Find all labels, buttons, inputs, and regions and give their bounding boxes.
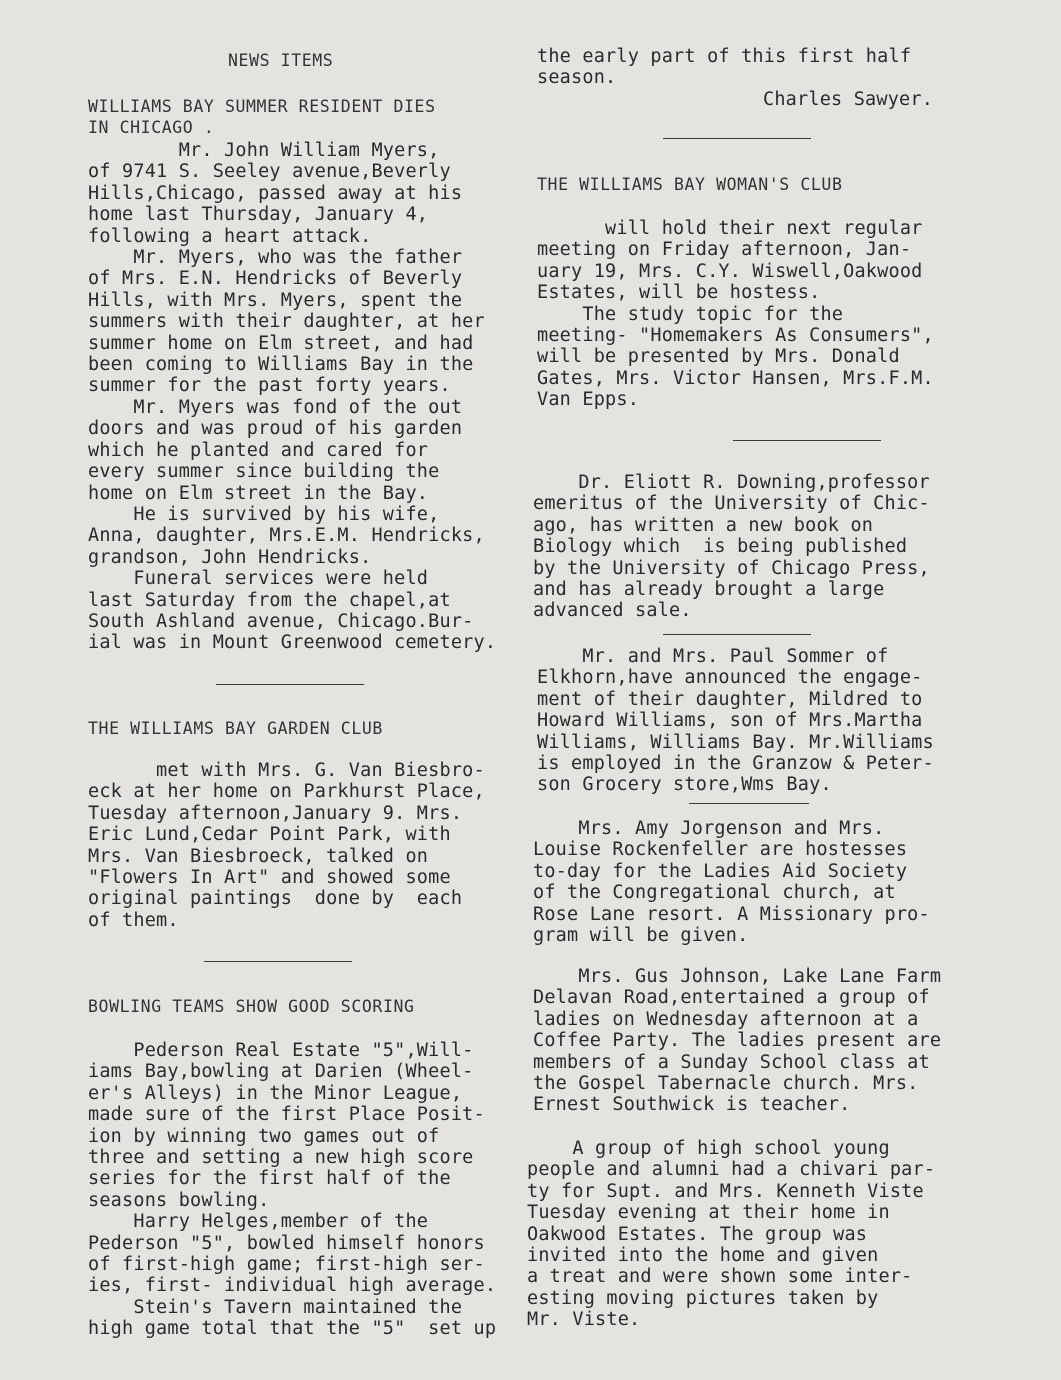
- article-garden-headline: THE WILLIAMS BAY GARDEN CLUB: [88, 719, 383, 738]
- body-line: Mrs. Amy Jorgenson and Mrs.: [533, 818, 885, 839]
- separator-rule: [663, 634, 811, 635]
- body-line: Pederson "5", bowled himself honors: [88, 1232, 485, 1254]
- body-line: Ernest Southwick is teacher.: [533, 1094, 851, 1116]
- body-line: Rose Lane resort. A Missionary pro-: [533, 903, 930, 925]
- body-line: seasons bowling.: [88, 1189, 270, 1211]
- article-johnson-body: [533, 966, 993, 1116]
- body-line: the early part of this first half: [537, 46, 912, 67]
- article-womans-club-body: [537, 218, 997, 411]
- body-line: Van Epps.: [537, 389, 640, 411]
- article-ladies-aid-body: [533, 818, 993, 946]
- article-chivari-body: [527, 1138, 987, 1331]
- body-line: Mrs. Gus Johnson, Lake Lane Farm: [533, 966, 942, 987]
- body-line: to-day for the Ladies Aid Society: [533, 860, 908, 882]
- body-line: A group of high school young: [527, 1138, 890, 1159]
- body-line: original paintings done by each: [88, 888, 463, 910]
- body-line: of first-high game; first-high ser-: [88, 1254, 485, 1276]
- body-line: Biology which is being published: [533, 536, 908, 558]
- body-line: ladies on Wednesday afternoon at a: [533, 1008, 919, 1030]
- body-line: Delavan Road,entertained a group of: [533, 987, 930, 1009]
- body-line: high game total that the "5" set up: [88, 1318, 497, 1340]
- body-line: Howard Williams, son of Mrs.Martha: [537, 710, 923, 732]
- article-downing-body: [533, 472, 993, 622]
- body-line: Hills,Chicago, passed away at his: [88, 182, 463, 204]
- body-line: "Flowers In Art" and showed some: [88, 867, 451, 889]
- article-bowling-headline: BOWLING TEAMS SHOW GOOD SCORING: [88, 997, 415, 1016]
- body-line: Hills, with Mrs. Myers, spent the: [88, 289, 463, 311]
- body-line: uary 19, Mrs. C.Y. Wiswell,Oakwood: [537, 260, 923, 282]
- body-line: Louise Rockenfeller are hostesses: [533, 839, 908, 861]
- body-line: summers with their daughter, at her: [88, 311, 485, 333]
- body-line: been coming to Williams Bay in the: [88, 354, 474, 376]
- body-line: season.: [537, 67, 617, 89]
- body-line: ial was in Mount Greenwood cemetery.: [88, 632, 497, 654]
- body-line: ty for Supt. and Mrs. Kenneth Viste: [527, 1180, 924, 1202]
- body-line: ago, has written a new book on: [533, 514, 874, 536]
- body-line: of Mrs. E.N. Hendricks of Beverly: [88, 268, 463, 290]
- article-sommer-body: [537, 646, 997, 796]
- body-line: of the Congregational church, at: [533, 882, 896, 904]
- body-line: Elkhorn,have announced the engage-: [537, 667, 923, 689]
- body-line: Funeral services were held: [88, 568, 429, 590]
- body-line: Mrs. Van Biesbroeck, talked on: [88, 845, 429, 867]
- article-womans-club-headline: THE WILLIAMS BAY WOMAN'S CLUB: [537, 175, 843, 194]
- body-line: home on Elm street in the Bay.: [88, 482, 429, 504]
- body-line: Dr. Eliott R. Downing,professor: [533, 472, 930, 493]
- body-line: gram will be given.: [533, 925, 749, 947]
- body-line: last Saturday from the chapel,at: [88, 589, 451, 611]
- body-line: doors and was proud of his garden: [88, 418, 463, 440]
- body-line: He is survived by his wife,: [88, 503, 440, 525]
- body-line: and has already brought a large: [533, 579, 885, 601]
- signature: Charles Sawyer.: [763, 89, 934, 110]
- body-line: people and alumni had a chivari par-: [527, 1159, 936, 1181]
- body-line: grandson, John Hendricks.: [88, 546, 372, 568]
- body-line: of 9741 S. Seeley avenue,Beverly: [88, 161, 451, 183]
- separator-rule: [733, 440, 881, 441]
- separator-rule: [663, 138, 811, 139]
- body-line: Mr. John William Myers,: [88, 140, 440, 161]
- body-line: Harry Helges,member of the: [88, 1211, 429, 1233]
- body-line: Pederson Real Estate "5",Will-: [88, 1040, 474, 1061]
- page-title: NEWS ITEMS: [228, 51, 334, 70]
- body-line: summer for the past forty years.: [88, 375, 451, 397]
- separator-rule: [204, 961, 352, 962]
- body-line: Mr. Viste.: [527, 1309, 641, 1331]
- article-bowling-continued: [537, 46, 997, 89]
- body-line: summer home on Elm street, and had: [88, 332, 474, 354]
- body-line: invited into the home and given: [527, 1245, 879, 1267]
- headline-line: IN CHICAGO .: [88, 118, 215, 138]
- body-line: series for the first half of the: [88, 1168, 451, 1190]
- article-myers-body: [88, 140, 528, 654]
- separator-rule: [216, 684, 364, 685]
- body-line: three and setting a new high score: [88, 1147, 474, 1169]
- separator-rule: [689, 803, 809, 804]
- body-line: the Gospel Tabernacle church. Mrs.: [533, 1073, 919, 1095]
- body-line: Mr. Myers, who was the father: [88, 247, 463, 269]
- body-line: meeting- "Homemakers As Consumers",: [537, 325, 934, 347]
- body-line: iams Bay,bowling at Darien (Wheel-: [88, 1061, 474, 1083]
- body-line: is employed in the Granzow & Peter-: [537, 753, 934, 775]
- body-line: will hold their next regular: [537, 218, 923, 239]
- body-line: made sure of the first Place Posit-: [88, 1104, 485, 1126]
- body-line: Tuesday afternoon,January 9. Mrs.: [88, 802, 463, 824]
- body-line: members of a Sunday School class at: [533, 1051, 930, 1073]
- body-line: The study topic for the: [537, 303, 844, 325]
- body-line: Gates, Mrs. Victor Hansen, Mrs.F.M.: [537, 367, 934, 389]
- body-line: Stein's Tavern maintained the: [88, 1296, 463, 1318]
- body-line: meeting on Friday afternoon, Jan-: [537, 239, 912, 261]
- body-line: Anna, daughter, Mrs.E.M. Hendricks,: [88, 525, 485, 547]
- body-line: following a heart attack.: [88, 225, 372, 247]
- body-line: Coffee Party. The ladies present are: [533, 1030, 942, 1052]
- body-line: which he planted and cared for: [88, 439, 429, 461]
- body-line: ion by winning two games out of: [88, 1125, 440, 1147]
- body-line: a treat and were shown some inter-: [527, 1266, 913, 1288]
- body-line: Tuesday evening at their home in: [527, 1202, 890, 1224]
- body-line: of them.: [88, 909, 179, 931]
- body-line: eck at her home on Parkhurst Place,: [88, 781, 485, 803]
- body-line: er's Alleys) in the Minor League,: [88, 1082, 463, 1104]
- body-line: by the University of Chicago Press,: [533, 557, 930, 579]
- body-line: Mr. Myers was fond of the out: [88, 396, 463, 418]
- body-line: South Ashland avenue, Chicago.Bur-: [88, 610, 474, 632]
- body-line: home last Thursday, January 4,: [88, 204, 429, 226]
- body-line: Williams, Williams Bay. Mr.Williams: [537, 731, 934, 753]
- body-line: esting moving pictures taken by: [527, 1287, 879, 1309]
- body-line: Eric Lund,Cedar Point Park, with: [88, 824, 451, 846]
- body-line: son Grocery store,Wms Bay.: [537, 774, 832, 796]
- body-line: ies, first- individual high average.: [88, 1275, 497, 1297]
- article-bowling-body: [88, 1040, 528, 1340]
- body-line: emeritus of the University of Chic-: [533, 493, 930, 515]
- body-line: advanced sale.: [533, 600, 692, 622]
- body-line: ment of their daughter, Mildred to: [537, 688, 923, 710]
- body-line: Estates, will be hostess.: [537, 282, 821, 304]
- article-myers-headline: [88, 96, 528, 139]
- body-line: Oakwood Estates. The group was: [527, 1223, 868, 1245]
- body-line: Mr. and Mrs. Paul Sommer of: [537, 646, 889, 667]
- body-line: met with Mrs. G. Van Biesbro-: [88, 760, 485, 781]
- body-line: every summer since building the: [88, 461, 440, 483]
- headline-line: WILLIAMS BAY SUMMER RESIDENT DIES: [88, 97, 436, 116]
- body-line: will be presented by Mrs. Donald: [537, 346, 900, 368]
- article-garden-body: [88, 760, 528, 931]
